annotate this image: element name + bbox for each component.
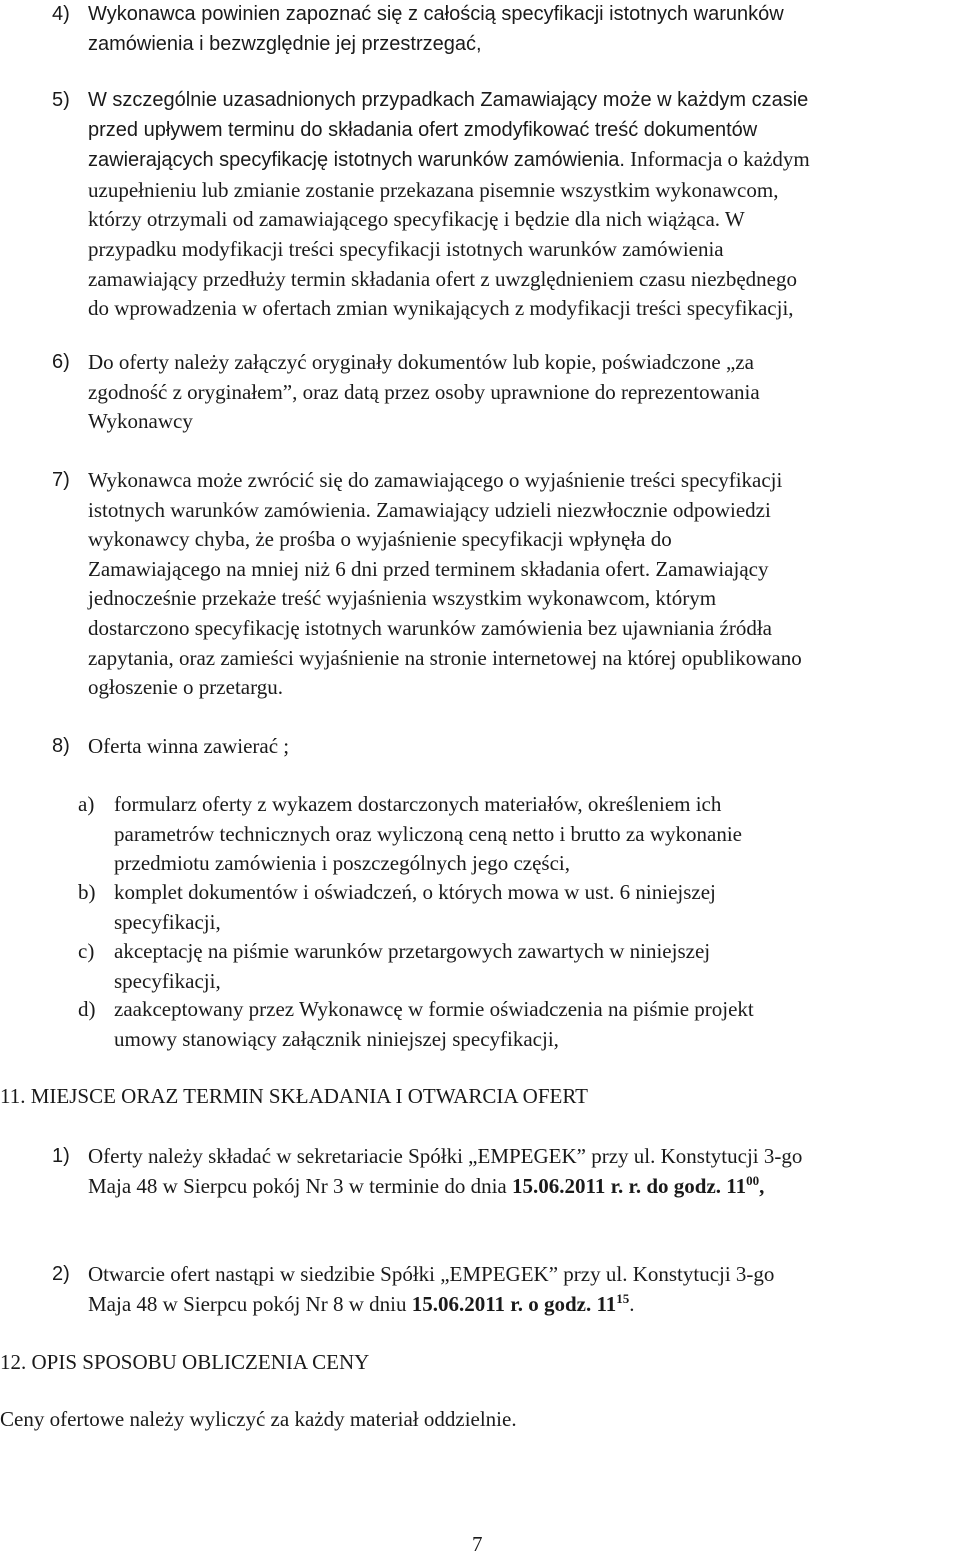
item-text bbox=[88, 1260, 958, 1319]
text-line: Wykonawcy bbox=[88, 409, 193, 434]
text-segment: . bbox=[629, 1291, 635, 1316]
item-text bbox=[88, 0, 958, 59]
item-number: 5) bbox=[52, 89, 70, 111]
text-line: wykonawcy chyba, że prośba o wyjaśnienie specyfikacji wpłynęła do bbox=[88, 527, 672, 552]
item-text bbox=[88, 466, 958, 703]
item-number: 6) bbox=[52, 351, 70, 373]
text-line: Zamawiającego na mniej niż 6 dni przed terminem składania ofert. Zamawiający bbox=[88, 556, 769, 581]
text-segment: , bbox=[759, 1173, 765, 1198]
list-item-6 bbox=[52, 348, 958, 437]
sublist-item-b bbox=[78, 878, 958, 937]
sublist-letter: b) bbox=[78, 880, 96, 904]
text-line: zgodność z oryginałem”, oraz datą przez osoby uprawnione do reprezentowania bbox=[88, 379, 760, 404]
text-line: W szczególnie uzasadnionych przypadkach Zamawiający może w każdym czasie bbox=[88, 89, 809, 111]
text-line: dostarczono specyfikację istotnych warunków zamówienia bez ujawniania źródła bbox=[88, 615, 772, 640]
text-line: Wykonawca może zwrócić się do zamawiającego o wyjaśnienie treści specyfikacji bbox=[88, 468, 783, 492]
section11-item-1 bbox=[52, 1142, 958, 1201]
text-line bbox=[88, 1290, 958, 1320]
list-item-5 bbox=[52, 86, 958, 324]
text-line: zamawiający przedłuży termin składania ofert z uwzględnieniem czasu niezbędnego bbox=[88, 266, 798, 291]
sublist-item-c bbox=[78, 937, 958, 996]
text-segment: zawierających specyfikację istotnych warunków zamówienia. bbox=[88, 149, 625, 172]
text-line: Wykonawca powinien zapoznać się z całością specyfikacji istotnych warunków bbox=[88, 3, 784, 25]
sublist-letter: c) bbox=[78, 939, 95, 963]
item-number: 4) bbox=[52, 3, 70, 25]
item-text bbox=[88, 1142, 958, 1201]
text-line: Do oferty należy załączyć oryginały dokumentów lub kopie, poświadczone „za bbox=[88, 350, 754, 374]
text-line: umowy stanowiący załącznik niniejszej specyfikacji, bbox=[114, 1026, 559, 1051]
list-item-7 bbox=[52, 466, 958, 703]
text-line: przypadku modyfikacji treści specyfikacji istotnych warunków zamówienia bbox=[88, 236, 724, 261]
item-text bbox=[88, 348, 958, 437]
text-line: komplet dokumentów i oświadczeń, o których mowa w ust. 6 niniejszej bbox=[114, 880, 716, 904]
text-segment: Maja 48 w Sierpcu pokój Nr 3 w terminie do dnia bbox=[88, 1173, 512, 1198]
text-line: parametrów technicznych oraz wyliczoną ceną netto i brutto za wykonanie bbox=[114, 821, 742, 846]
sublist-text bbox=[114, 790, 958, 879]
text-segment: Informacja o każdym bbox=[624, 147, 810, 172]
sublist-text bbox=[114, 937, 958, 996]
text-line: specyfikacji, bbox=[114, 909, 221, 934]
text-line: ogłoszenie o przetargu. bbox=[88, 675, 283, 700]
opening-minutes: 15 bbox=[616, 1290, 630, 1306]
text-line bbox=[88, 1172, 958, 1202]
item-text bbox=[88, 732, 958, 762]
text-segment: Maja 48 w Sierpcu pokój Nr 8 w dniu bbox=[88, 1291, 412, 1316]
text-line: formularz oferty z wykazem dostarczonych materiałów, określeniem ich bbox=[114, 792, 722, 816]
sublist-item-d bbox=[78, 995, 958, 1054]
text-line: jednocześnie przekaże treść wyjaśnienia wszystkim wykonawcom, którym bbox=[88, 586, 717, 611]
item-number: 1) bbox=[52, 1145, 70, 1167]
page-number: 7 bbox=[472, 1532, 483, 1556]
sublist-letter: a) bbox=[78, 792, 95, 816]
section12-text: Ceny ofertowe należy wyliczyć za każdy materiał oddzielnie. bbox=[0, 1407, 517, 1431]
list-item-4 bbox=[52, 0, 958, 59]
section-heading-12: 12. OPIS SPOSOBU OBLICZENIA CENY bbox=[0, 1350, 370, 1374]
text-line: przedmiotu zamówienia i poszczególnych jego części, bbox=[114, 851, 570, 876]
text-line: Otwarcie ofert nastąpi w siedzibie Spółki „EMPEGEK” przy ul. Konstytucji 3-go bbox=[88, 1262, 775, 1286]
sublist-text bbox=[114, 878, 958, 937]
text-line: Oferty należy składać w sekretariacie Spółki „EMPEGEK” przy ul. Konstytucji 3-go bbox=[88, 1144, 803, 1168]
text-line: którzy otrzymali od zamawiającego specyfikację i będzie dla nich wiążąca. W bbox=[88, 207, 745, 232]
item-number: 7) bbox=[52, 469, 70, 491]
sublist-item-a bbox=[78, 790, 958, 879]
text-line: uzupełnieniu lub zmianie zostanie przekazana pisemnie wszystkim wykonawcom, bbox=[88, 177, 779, 202]
text-line: zapytania, oraz zamieści wyjaśnienie na stronie internetowej na której opublikowano bbox=[88, 645, 802, 670]
text-line: specyfikacji, bbox=[114, 968, 221, 993]
section-heading-11: 11. MIEJSCE ORAZ TERMIN SKŁADANIA I OTWARCIA OFERT bbox=[0, 1084, 588, 1108]
text-line: akceptację na piśmie warunków przetargowych zawartych w niniejszej bbox=[114, 939, 711, 963]
deadline-minutes: 00 bbox=[746, 1172, 760, 1188]
list-item-8 bbox=[52, 732, 958, 762]
text-line bbox=[88, 145, 958, 176]
text-line: zamówienia i bezwzględnie jej przestrzegać, bbox=[88, 32, 482, 55]
sublist-letter: d) bbox=[78, 997, 96, 1021]
text-line: Oferta winna zawierać ; bbox=[88, 734, 290, 758]
deadline-date: 15.06.2011 r. r. do godz. 11 bbox=[512, 1173, 747, 1198]
section11-item-2 bbox=[52, 1260, 958, 1319]
text-line: istotnych warunków zamówienia. Zamawiający udzieli niezwłocznie odpowiedzi bbox=[88, 497, 771, 522]
item-number: 8) bbox=[52, 735, 70, 757]
sublist-text bbox=[114, 995, 958, 1054]
text-line: przed upływem terminu do składania ofert zmodyfikować treść dokumentów bbox=[88, 118, 758, 141]
item-number: 2) bbox=[52, 1263, 70, 1285]
opening-date: 15.06.2011 r. o godz. 11 bbox=[411, 1291, 617, 1316]
text-line: zaakceptowany przez Wykonawcę w formie oświadczenia na piśmie projekt bbox=[114, 997, 754, 1021]
text-line: do wprowadzenia w ofertach zmian wynikających z modyfikacji treści specyfikacji, bbox=[88, 296, 794, 321]
item-text bbox=[88, 86, 958, 324]
